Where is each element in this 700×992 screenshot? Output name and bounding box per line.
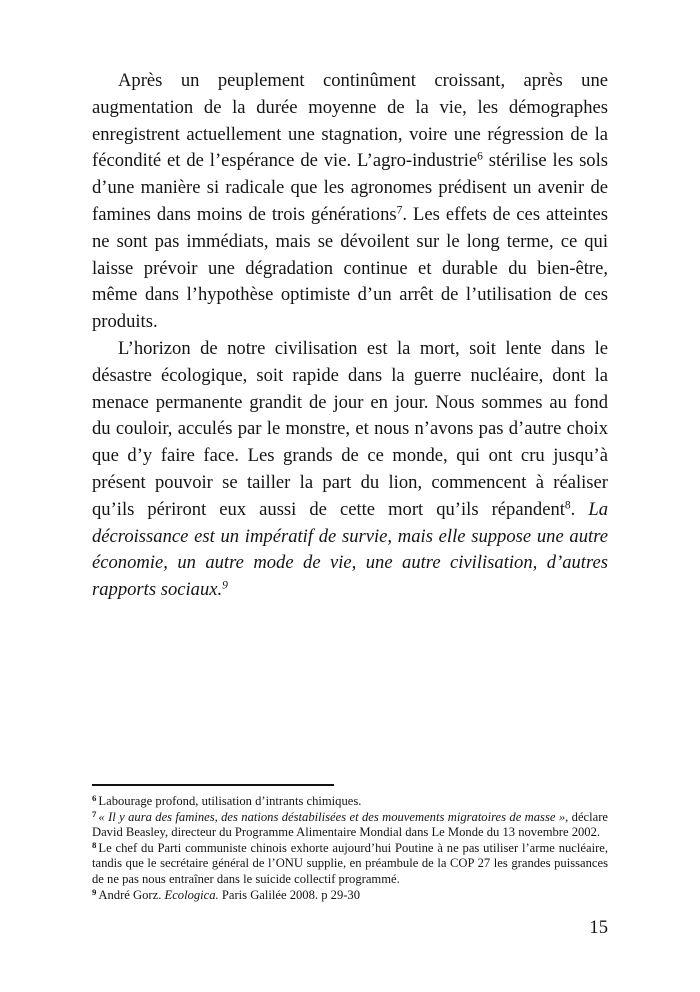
paragraph: [92, 68, 608, 336]
footnotes: [92, 794, 608, 903]
footnote: [92, 841, 608, 888]
footnote: [92, 794, 608, 810]
footnote-reference: 6: [477, 151, 483, 164]
italic-text-run: « Il y aura des famines, des nations déstabilisées et des mouvements migratoires de masse »: [98, 809, 566, 824]
text-run: Labourage profond, utilisation d’intrants chimiques.: [98, 794, 362, 808]
footnote: [92, 810, 608, 841]
italic-text-run: La décroissance est un impératif de survie, mais elle suppose une autre économie, un autre mode de vie, une autre civilisation, d’autres rapports sociaux.: [92, 498, 608, 601]
footnote-number: 8: [92, 839, 97, 850]
text-run: L’horizon de notre civilisation est la mort, soit lente dans le désastre écologique, soit rapide dans la guerre nucléaire, dont la menace permanente grandit de jour en jour. Nous sommes au fond du couloir, acculés par le monstre, et nous n’avons pas d’autre choix que d’y faire face. Les grands de ce monde, qui ont cru jusqu’à présent pouvoir se tailler la part du lion, commencent à réaliser qu’ils périront eux aussi de cette mort qu’ils répandent: [92, 337, 608, 520]
footnote-number: 7: [92, 808, 97, 819]
body-text: [92, 68, 608, 604]
text-run: Le chef du Parti communiste chinois exhorte aujourd’hui Poutine à ne pas utiliser l’arme nucléaire, tandis que le secrétaire général de l’ONU supplie, en préambule de la COP 27 les grandes puissances de ne pas nous entraîner dans le suicide collectif programmé.: [92, 840, 608, 886]
footnote-separator: [92, 784, 334, 786]
footnote-number: 6: [92, 793, 97, 804]
footnote-reference: 7: [396, 204, 403, 217]
text-run: stérilise les sols d’une manière si radicale que les agronomes prédisent un avenir de famines dans moins de trois générations: [92, 150, 608, 225]
text-run: . Les effets de ces atteintes ne sont pas immédiats, mais se dévoilent sur le long terme, ce qui laisse prévoir une dégradation continue et durable du bien-être, même dans l’hypothèse optimiste d’un arrêt de l’utilisation de ces produits.: [92, 203, 608, 333]
footnote: [92, 888, 608, 904]
footnote-reference: 8: [564, 499, 571, 512]
page-number: 15: [589, 917, 608, 938]
footnote-reference: 9: [222, 579, 228, 592]
text-run: , déclare David Beasley, directeur du Programme Alimentaire Mondial dans Le Monde du 13 novembre 2002.: [92, 809, 608, 840]
paragraph: [92, 336, 608, 604]
italic-text-run: Ecologica.: [164, 887, 219, 902]
footnote-number: 9: [92, 886, 97, 897]
text-run: André Gorz.: [98, 887, 165, 902]
text-run: Paris Galilée 2008. p 29-30: [218, 887, 361, 902]
text-run: Après un peuplement continûment croissant, après une augmentation de la durée moyenne de la vie, les démographes enregistrent actuellement une stagnation, voire une régression de la fécondité et de l’espérance de vie. L’agro-industrie: [92, 70, 608, 172]
text-run: .: [570, 498, 589, 520]
